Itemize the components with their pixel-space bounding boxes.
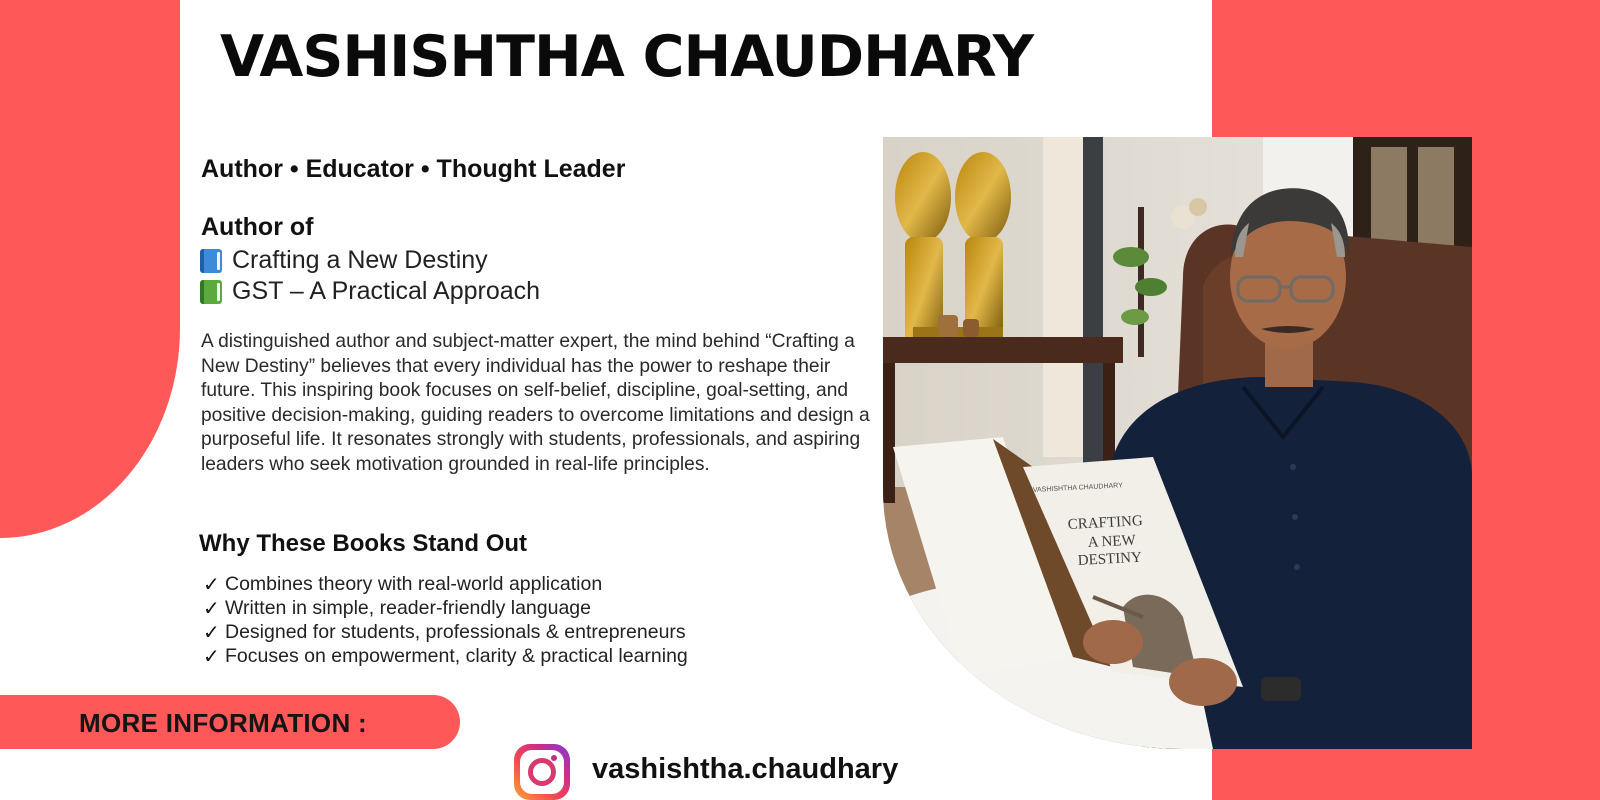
author-photo [883,137,1472,749]
instagram-handle[interactable]: vashishtha.chaudhary [592,753,899,785]
why-heading: Why These Books Stand Out [199,530,528,557]
left-accent-shape [0,0,180,538]
check-icon: ✓ [203,620,220,644]
book-cover-title-line2: A NEW [1087,532,1137,551]
check-icon: ✓ [203,572,220,596]
instagram-icon[interactable] [514,744,570,800]
feature-text: Combines theory with real-world application [225,572,603,595]
feature-list [203,572,688,668]
books-heading: Author of [201,213,314,241]
book-list [200,245,540,307]
page-title: VASHISHTHA CHAUDHARY [220,24,1033,90]
more-information-label: MORE INFORMATION : [79,708,367,738]
check-icon: ✓ [203,596,220,620]
book-cover-title-line1: CRAFTING [1067,513,1144,533]
book-cover-author: VASHISHTHA CHAUDHARY [1032,482,1123,494]
book-title: GST – A Practical Approach [232,277,541,305]
feature-text: Designed for students, professionals & entrepreneurs [225,620,686,643]
description-paragraph: A distinguished author and subject-matter expert, the mind behind “Crafting a New Destiny” believes that every individual has the power to reshape their future. This inspiring book focuses on self-belief, discipline, goal-setting, and positive decision-making, guiding readers to overcome limitations and design a purposeful life. It resonates strongly with students, professionals, and aspiring leaders who seek motivation grounded in real-life principles. [201,331,870,475]
feature-text: Focuses on empowerment, clarity & practical learning [225,644,688,667]
book-title: Crafting a New Destiny [232,246,488,274]
green-book-icon [200,280,222,304]
feature-item [203,644,688,668]
book-cover-title-line3: DESTINY [1077,549,1143,569]
tagline: Author • Educator • Thought Leader [201,155,626,183]
blue-book-icon [200,249,222,273]
feature-item [203,596,688,620]
feature-text: Written in simple, reader-friendly language [225,596,591,619]
feature-item [203,620,688,644]
author-reading-illustration [883,137,1472,749]
book-item [200,276,540,307]
book-item [200,245,540,276]
feature-item [203,572,688,596]
check-icon: ✓ [203,644,220,668]
